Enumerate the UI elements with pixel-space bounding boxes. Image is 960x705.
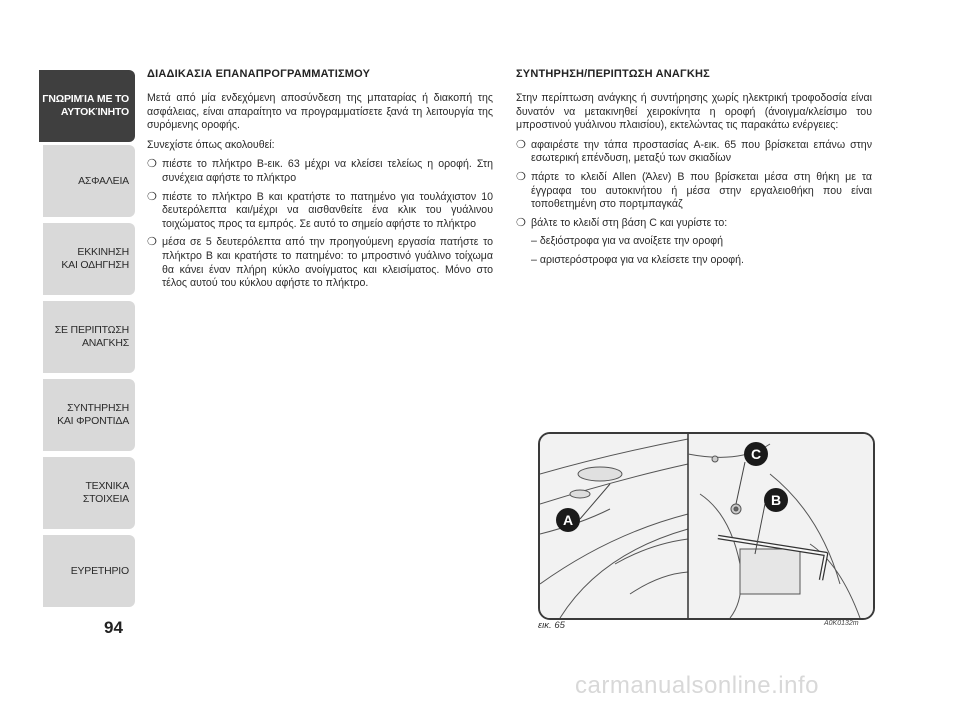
tab-starting-driving[interactable] (43, 223, 135, 295)
tab-technical-data[interactable] (43, 457, 135, 529)
callout-c-label: C (750, 446, 762, 462)
list-item (516, 171, 872, 212)
section-intro: Στην περίπτωση ανάγκης ή συντήρησης χωρίς ηλεκτρική τροφοδοσία είναι δυνατόν να μετακινηθεί χειροκίνητα η οροφή (άνοιγμα/κλείσιμο του μπροστινού γυάλινου πλαισίου), εκτελώντας τις παρακάτω ενέργειες: (516, 92, 872, 132)
list-item-text: πιέστε το πλήκτρο B και κρατήστε το πατημένο για τουλάχιστον 10 δευτερόλεπτα και/μέχρι να αισθανθείτε ένα κλικ του γυάλινου τοιχώματος προς τα εμπρός. Σε αυτό το σημείο αφήστε το πλήκτρο (162, 190, 493, 230)
tab-label: ΣΥΝΤΗΡΗΣΗ ΚΑΙ ΦΡΟΝΤΙΔΑ (57, 402, 129, 427)
tab-label: ΓΝΩΡΙΜΊΑ ΜΕ ΤΟ ΑΥΤΟΚΊΝΗΤΟ (42, 93, 129, 118)
section-heading: ΔΙΑΔΙΚΑΣΙΑ ΕΠΑΝΑΠΡΟΓΡΑΜΜΑΤΙΣΜΟΥ (147, 68, 371, 80)
rotation-instruction: – δεξιόστροφα για να ανοίξετε την οροφή (531, 235, 723, 248)
bullet-icon: ❍ (147, 158, 157, 171)
emergency-section (516, 68, 872, 273)
list-item (516, 217, 872, 231)
tab-label: ΕΚΚΙΝΗΣΗ ΚΑΙ ΟΔΗΓΗΣΗ (61, 246, 129, 271)
rotation-instruction: – αριστερόστροφα για να κλείσετε την οροφή. (531, 253, 744, 266)
page-number: 94 (104, 618, 123, 637)
bullet-icon: ❍ (147, 190, 157, 203)
figure-background (540, 434, 873, 618)
tab-index[interactable] (43, 535, 135, 607)
list-item (516, 139, 872, 166)
figure-code: A0K0132m (824, 620, 859, 627)
watermark-text: carmanualsonline.info (575, 672, 819, 699)
tab-getting-to-know-car[interactable] (39, 70, 135, 142)
tab-label: ΤΕΧΝΙΚΑ ΣΤΟΙΧΕΙΑ (82, 480, 129, 505)
section-intro: Μετά από μία ενδεχόμενη αποσύνδεση της μπαταρίας ή διακοπή της ασφάλειας, είναι απαραίτητο να προγραμματίσετε ξανά τη λειτουργία της συρόμενης οροφής. (147, 92, 493, 132)
tab-label: ΑΣΦΑΛΕΙΑ (78, 174, 129, 187)
tab-maintenance-care[interactable] (43, 379, 135, 451)
section-lead: Συνεχίστε όπως ακολουθεί: (147, 138, 275, 151)
reprogramming-section (147, 68, 493, 296)
sunroof-illustration (538, 432, 875, 620)
list-item (147, 236, 493, 290)
callout-a-label: A (562, 512, 574, 528)
section-heading: ΣΥΝΤΗΡΗΣΗ/ΠΕΡΙΠΤΩΣΗ ΑΝΑΓΚΗΣ (516, 68, 710, 80)
illustration-drawing (540, 434, 873, 618)
list-item-text: μέσα σε 5 δευτερόλεπτα από την προηγούμενη εργασία πατήστε το πλήκτρο B και κρατήστε το πατημένο: το μπροστινό γυάλινο τοίχωμα θα κάνει έναν πλήρη κύκλο ανοίγματος και κλεισίματος. Μόνο στο τέλος αυτού του κύκλου αφήστε το πλήκτρο. (162, 236, 493, 290)
bullet-icon: ❍ (516, 170, 526, 183)
list-item-text: πιέστε το πλήκτρο B-εικ. 63 μέχρι να κλείσει τελείως η οροφή. Στη συνέχεια αφήστε το πλήκτρο (162, 158, 493, 184)
list-item-text: αφαιρέστε την τάπα προστασίας A-εικ. 65 που βρίσκεται επάνω στην εσωτερική επένδυση, μεταξύ των σκιαδίων (531, 138, 872, 165)
list-item-text: βάλτε το κλειδί στη βάση C και γυρίστε το: (531, 216, 728, 229)
callout-b-label: B (770, 492, 782, 508)
tab-emergency[interactable] (43, 301, 135, 373)
bullet-icon: ❍ (516, 216, 526, 229)
figure-caption: εικ. 65 (538, 620, 565, 631)
tab-label: ΣΕ ΠΕΡΙΠΤΩΣΗ ΑΝΑΓΚΗΣ (54, 324, 129, 349)
tab-label: ΕΥΡΕΤΗΡΙΟ (70, 564, 129, 577)
step-list (516, 139, 872, 231)
step-list (147, 158, 493, 290)
list-item (147, 191, 493, 232)
bullet-icon: ❍ (516, 138, 526, 151)
list-item-text: πάρτε το κλειδί Allen (Άλεν) B που βρίσκεται μέσα στη θήκη με τα έγγραφα του αυτοκινήτου ή μέσα στην εργαλειοθήκη που είναι τοποθετημένη στο πορτμπαγκάζ (531, 170, 872, 211)
bullet-icon: ❍ (147, 236, 157, 249)
list-item (147, 158, 493, 185)
tab-safety[interactable] (43, 145, 135, 217)
